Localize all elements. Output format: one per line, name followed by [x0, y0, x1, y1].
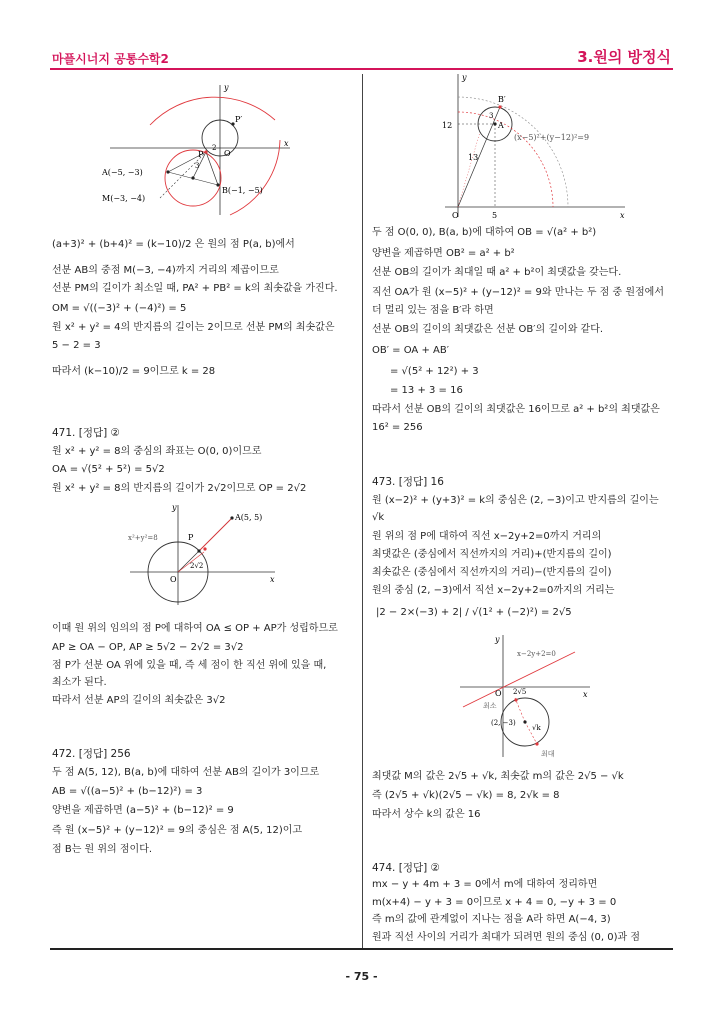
fig4-min-label: 최소 — [483, 702, 497, 710]
text-line: 더 멀리 있는 점을 B′라 하면 — [372, 305, 494, 316]
text-line: 점 P가 선분 OA 위에 있을 때, 즉 세 점이 한 직선 위에 있을 때, — [52, 660, 327, 671]
text-line: 원 x² + y² = 8의 반지름의 길이가 2√2이므로 OP = 2√2 — [52, 483, 307, 494]
fig3-y-label: y — [462, 73, 467, 82]
text-line: 따라서 상수 k의 값은 16 — [372, 809, 481, 820]
figure-circle-line — [455, 632, 595, 762]
text-line: 따라서 (k−10)/2 = 9이므로 k = 28 — [52, 366, 216, 377]
text-line: 원 위의 점 P에 대하여 직선 x−2y+2=0까지 거리의 — [372, 531, 602, 542]
fig1-y-label: y — [224, 83, 229, 92]
answer-471-heading: 471. [정답] ② — [52, 427, 120, 439]
fig4-x-label: x — [583, 690, 588, 699]
fig4-y-label: y — [495, 635, 500, 644]
fig1-radius-label: 2 — [212, 144, 217, 152]
text-line: 따라서 선분 AP의 길이의 최솟값은 3√2 — [52, 695, 226, 706]
text-line: 원 (x−2)² + (y+3)² = k의 중심은 (2, −3)이고 반지름의 길이는 — [372, 495, 659, 506]
text-line: 점 B는 원 위의 점이다. — [52, 844, 153, 855]
text-line: |2 − 2×(−3) + 2| / √(1² + (−2)²) = 2√5 — [376, 607, 572, 618]
text-line: = √(5² + 12²) + 3 — [390, 366, 479, 377]
fig3-a-label: A — [498, 121, 504, 130]
text-line: = 13 + 3 = 16 — [390, 385, 463, 396]
fig2-equation-label: x²+y²=8 — [128, 534, 158, 542]
fig1-a-label: A(−5, −3) — [102, 168, 143, 177]
fig1-pprime-label: P′ — [235, 115, 243, 124]
fig4-line-label: x−2y+2=0 — [517, 650, 556, 658]
answer-472-heading: 472. [정답] 256 — [52, 748, 131, 760]
text-line: 두 점 O(0, 0), B(a, b)에 대하여 OB = √(a² + b²) — [372, 227, 597, 238]
fig4-radius-label: √k — [532, 724, 541, 732]
header-rule — [50, 68, 673, 70]
text-line: 선분 OB의 길이의 최댓값은 선분 OB′의 길이와 같다. — [372, 324, 604, 335]
fig3-bprime-label: B′ — [498, 95, 506, 104]
text-line: 따라서 선분 OB의 길이의 최댓값은 16이므로 a² + b²의 최댓값은 — [372, 404, 660, 415]
text-line: 즉 (2√5 + √k)(2√5 − √k) = 8, 2√k = 8 — [372, 790, 560, 801]
text-line: 16² = 256 — [372, 422, 423, 433]
fig2-p-label: P — [188, 533, 194, 542]
text-line: 원 x² + y² = 4의 반지름의 길이는 2이므로 선분 PM의 최솟값은 — [52, 322, 335, 333]
figure-circle-pm — [100, 80, 300, 220]
text-line: OM = √((−3)² + (−4)²) = 5 — [52, 303, 187, 314]
text-line: 최댓값은 (중심에서 직선까지의 거리)+(반지름의 길이) — [372, 549, 612, 560]
fig4-origin-label: O — [495, 689, 502, 698]
fig1-p-label: P — [198, 150, 204, 159]
text-line: 선분 AB의 중점 M(−3, −4)까지 거리의 제곱이므로 — [52, 265, 279, 276]
fig4-distance-label: 2√5 — [513, 688, 527, 696]
fig3-equation-label: (x−5)²+(y−12)²=9 — [514, 133, 590, 142]
text-line: 5 − 2 = 3 — [52, 340, 101, 351]
fig1-x-label: x — [284, 139, 289, 148]
text-line: 최솟값은 (중심에서 직선까지의 거리)−(반지름의 길이) — [372, 567, 612, 578]
fig1-b-label: B(−1, −5) — [222, 186, 263, 195]
column-divider — [362, 74, 363, 949]
figure-circle-ap — [120, 500, 280, 610]
answer-474-heading: 474. [정답] ② — [372, 862, 440, 874]
text-line: 즉 원 (x−5)² + (y−12)² = 9의 중심은 점 A(5, 12)이고 — [52, 825, 303, 836]
fig1-m-label: M(−3, −4) — [102, 194, 146, 203]
fig3-thirteen-label: 13 — [468, 153, 479, 162]
text-line: 원의 중심 (2, −3)에서 직선 x−2y+2=0까지의 거리는 — [372, 585, 615, 596]
text-line: 두 점 A(5, 12), B(a, b)에 대하여 선분 AB의 길이가 3이므로 — [52, 767, 320, 778]
header-book-title: 마플시너지 공통수학2 — [52, 52, 169, 66]
text-line: OA = √(5² + 5²) = 5√2 — [52, 464, 165, 475]
header-chapter-title: 3.원의 방정식 — [577, 48, 671, 66]
text-line: (a+3)² + (b+4)² = (k−10)/2 은 원의 점 P(a, b)에서 — [52, 239, 295, 250]
fig2-radius-label: 2√2 — [190, 562, 204, 570]
text-line: m(x+4) − y + 3 = 0이므로 x + 4 = 0, −y + 3 = 0 — [372, 897, 617, 908]
fig2-x-label: x — [270, 575, 275, 584]
figure-circle-ob — [440, 72, 630, 220]
text-line: √k — [372, 512, 385, 523]
text-line: 이때 원 위의 임의의 점 P에 대하여 OA ≤ OP + AP가 성립하므로 — [52, 623, 338, 634]
text-line: 최소가 된다. — [52, 677, 107, 688]
fig4-center-label: (2, −3) — [491, 719, 516, 727]
fig3-twelve-label: 12 — [442, 121, 453, 130]
text-line: 원과 직선 사이의 거리가 최대가 되려면 원의 중심 (0, 0)과 점 — [372, 932, 641, 943]
text-line: 최댓값 M의 값은 2√5 + √k, 최솟값 m의 값은 2√5 − √k — [372, 771, 624, 782]
fig2-a-label: A(5, 5) — [235, 513, 263, 522]
fig3-origin-label: O — [452, 211, 459, 220]
fig1-three-label: 3 — [195, 162, 200, 170]
fig3-x-label: x — [620, 211, 625, 220]
answer-473-heading: 473. [정답] 16 — [372, 476, 444, 488]
fig4-max-label: 최대 — [541, 750, 555, 758]
fig3-five-label: 5 — [492, 211, 498, 220]
fig3-radius-label: 3 — [489, 112, 494, 120]
fig2-origin-label: O — [170, 575, 177, 584]
page-number: - 75 - — [345, 970, 378, 983]
text-line: 즉 m의 값에 관계없이 지나는 점을 A라 하면 A(−4, 3) — [372, 914, 611, 925]
text-line: 직선 OA가 원 (x−5)² + (y−12)² = 9와 만나는 두 점 중 원점에서 — [372, 287, 665, 298]
text-line: AP ≥ OA − OP, AP ≥ 5√2 − 2√2 = 3√2 — [52, 642, 244, 653]
text-line: OB′ = OA + AB′ — [372, 345, 449, 356]
text-line: 선분 PM의 길이가 최소일 때, PA² + PB² = k의 최솟값을 가진다. — [52, 283, 338, 294]
text-line: mx − y + 4m + 3 = 0에서 m에 대하여 정리하면 — [372, 879, 598, 890]
text-line: 양변을 제곱하면 OB² = a² + b² — [372, 248, 515, 259]
text-line: 원 x² + y² = 8의 중심의 좌표는 O(0, 0)이므로 — [52, 446, 262, 457]
text-line: AB = √((a−5)² + (b−12)²) = 3 — [52, 786, 203, 797]
fig1-origin-label: O — [224, 149, 231, 158]
text-line: 선분 OB의 길이가 최대일 때 a² + b²이 최댓값을 갖는다. — [372, 267, 622, 278]
text-line: 양변을 제곱하면 (a−5)² + (b−12)² = 9 — [52, 805, 234, 816]
footer-rule — [50, 948, 673, 950]
fig2-y-label: y — [172, 503, 177, 512]
